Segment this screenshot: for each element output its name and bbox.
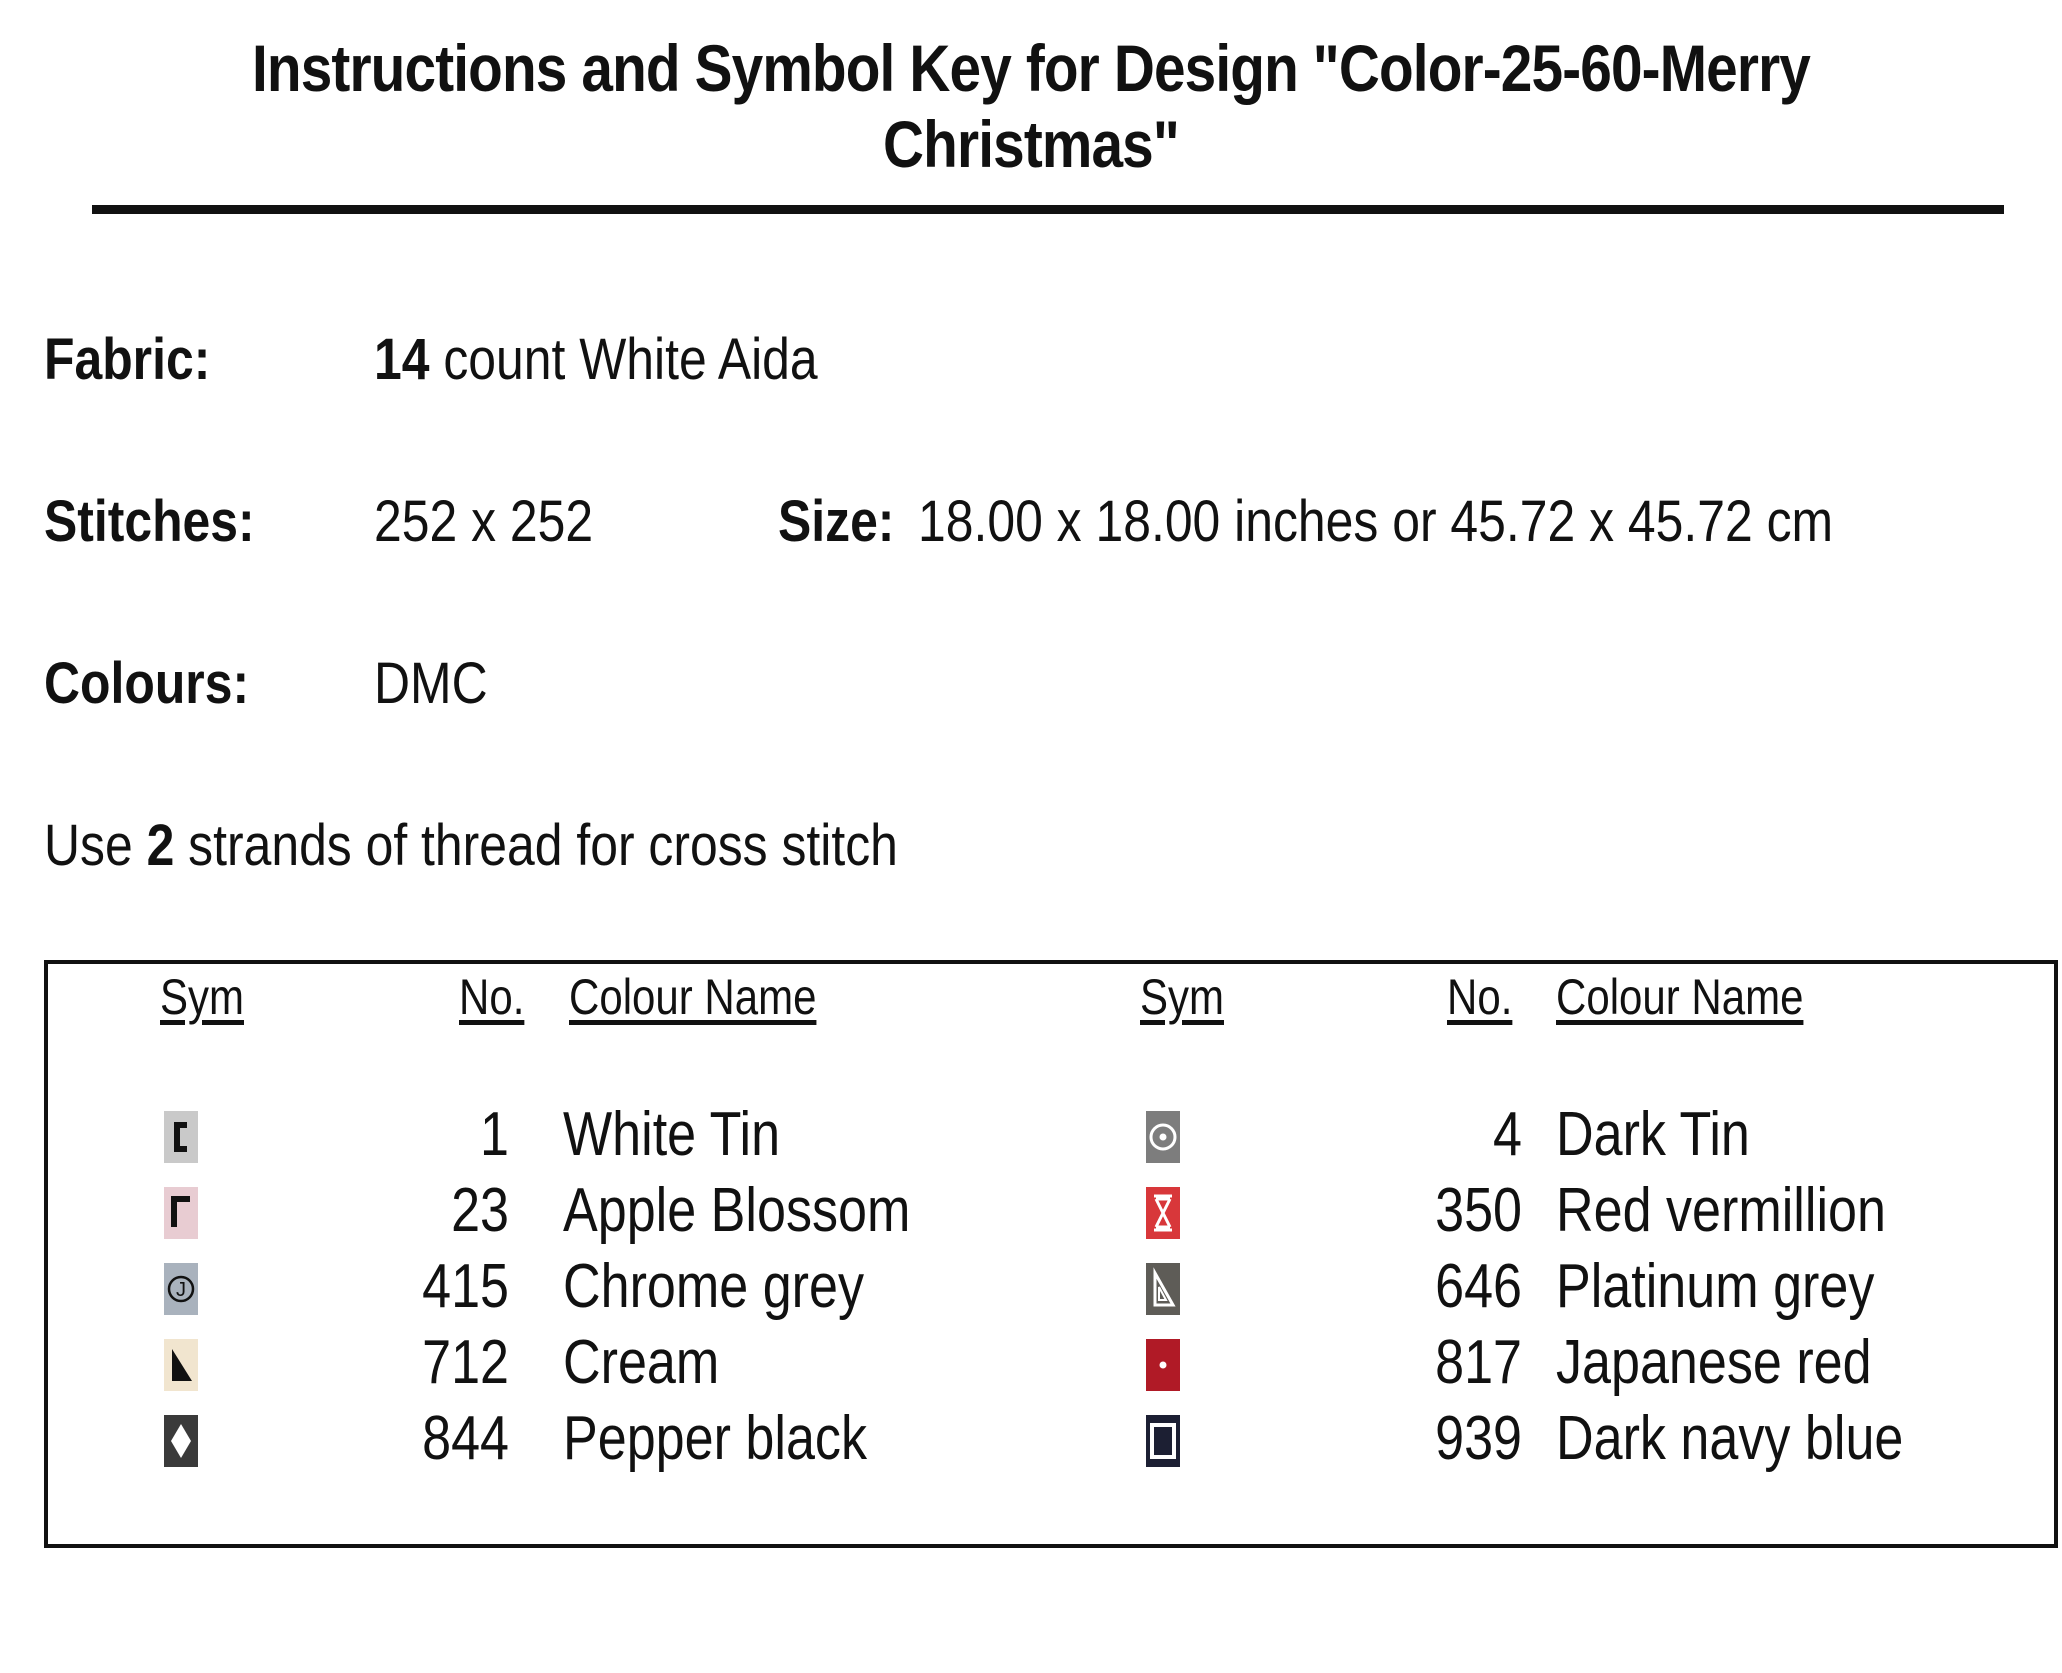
stitches-value: 252 x 252 [374, 489, 594, 554]
target-icon [1146, 1111, 1180, 1163]
colour-name: Dark Tin [1556, 1100, 1750, 1169]
circled-j-icon [164, 1263, 198, 1315]
dmc-number: 350 [1435, 1176, 1522, 1245]
header-no-left: No. [459, 969, 525, 1025]
symbol-key-table [44, 960, 2058, 1548]
dmc-number: 939 [1435, 1404, 1522, 1473]
colour-name: Japanese red [1556, 1328, 1872, 1397]
dmc-number: 646 [1435, 1252, 1522, 1321]
colour-name: Apple Blossom [563, 1176, 911, 1245]
dmc-number: 415 [422, 1252, 509, 1321]
corner-icon [164, 1187, 198, 1239]
stitches-label: Stitches: [44, 489, 255, 554]
header-no-right: No. [1447, 969, 1513, 1025]
colours-value: DMC [374, 651, 488, 716]
colour-name: Chrome grey [563, 1252, 865, 1321]
triangle-icon [164, 1339, 198, 1391]
hourglass-icon [1146, 1187, 1180, 1239]
strands-instruction [44, 812, 898, 879]
fabric-value [374, 326, 818, 393]
dmc-number: 817 [1435, 1328, 1522, 1397]
strands-count: 2 [146, 813, 175, 878]
dmc-number: 1 [480, 1100, 509, 1169]
dmc-number: 844 [422, 1404, 509, 1473]
dmc-number: 23 [451, 1176, 509, 1245]
square-outline-icon [1146, 1415, 1180, 1467]
colour-name: Cream [563, 1328, 720, 1397]
title-divider [92, 205, 2004, 214]
fabric-text: count White Aida [429, 327, 818, 392]
strands-pre: Use [44, 813, 147, 878]
header-sym-left: Sym [160, 969, 244, 1025]
fabric-count: 14 [374, 327, 430, 392]
strands-post: strands of thread for cross stitch [174, 813, 898, 878]
colour-name: White Tin [563, 1100, 781, 1169]
dot-icon [1146, 1339, 1180, 1391]
svg-text:J: J [176, 1279, 186, 1301]
size-label: Size: [778, 489, 895, 554]
header-name-right: Colour Name [1556, 969, 1804, 1025]
header-sym-right: Sym [1140, 969, 1224, 1025]
colours-label: Colours: [44, 651, 250, 716]
dmc-number: 712 [422, 1328, 509, 1397]
size-value: 18.00 x 18.00 inches or 45.72 x 45.72 cm [918, 489, 1834, 554]
set-square-icon [1146, 1263, 1180, 1315]
colour-name: Platinum grey [1556, 1252, 1875, 1321]
colour-name: Pepper black [563, 1404, 867, 1473]
c-icon [164, 1111, 198, 1163]
colour-name: Dark navy blue [1556, 1404, 1904, 1473]
dmc-number: 4 [1493, 1100, 1522, 1169]
page-title: Instructions and Symbol Key for Design "Color-25-60-Merry Christmas" [251, 31, 1811, 181]
colour-name: Red vermillion [1556, 1176, 1886, 1245]
header-name-left: Colour Name [569, 969, 817, 1025]
fabric-label: Fabric: [44, 327, 211, 392]
diamond-icon [164, 1415, 198, 1467]
